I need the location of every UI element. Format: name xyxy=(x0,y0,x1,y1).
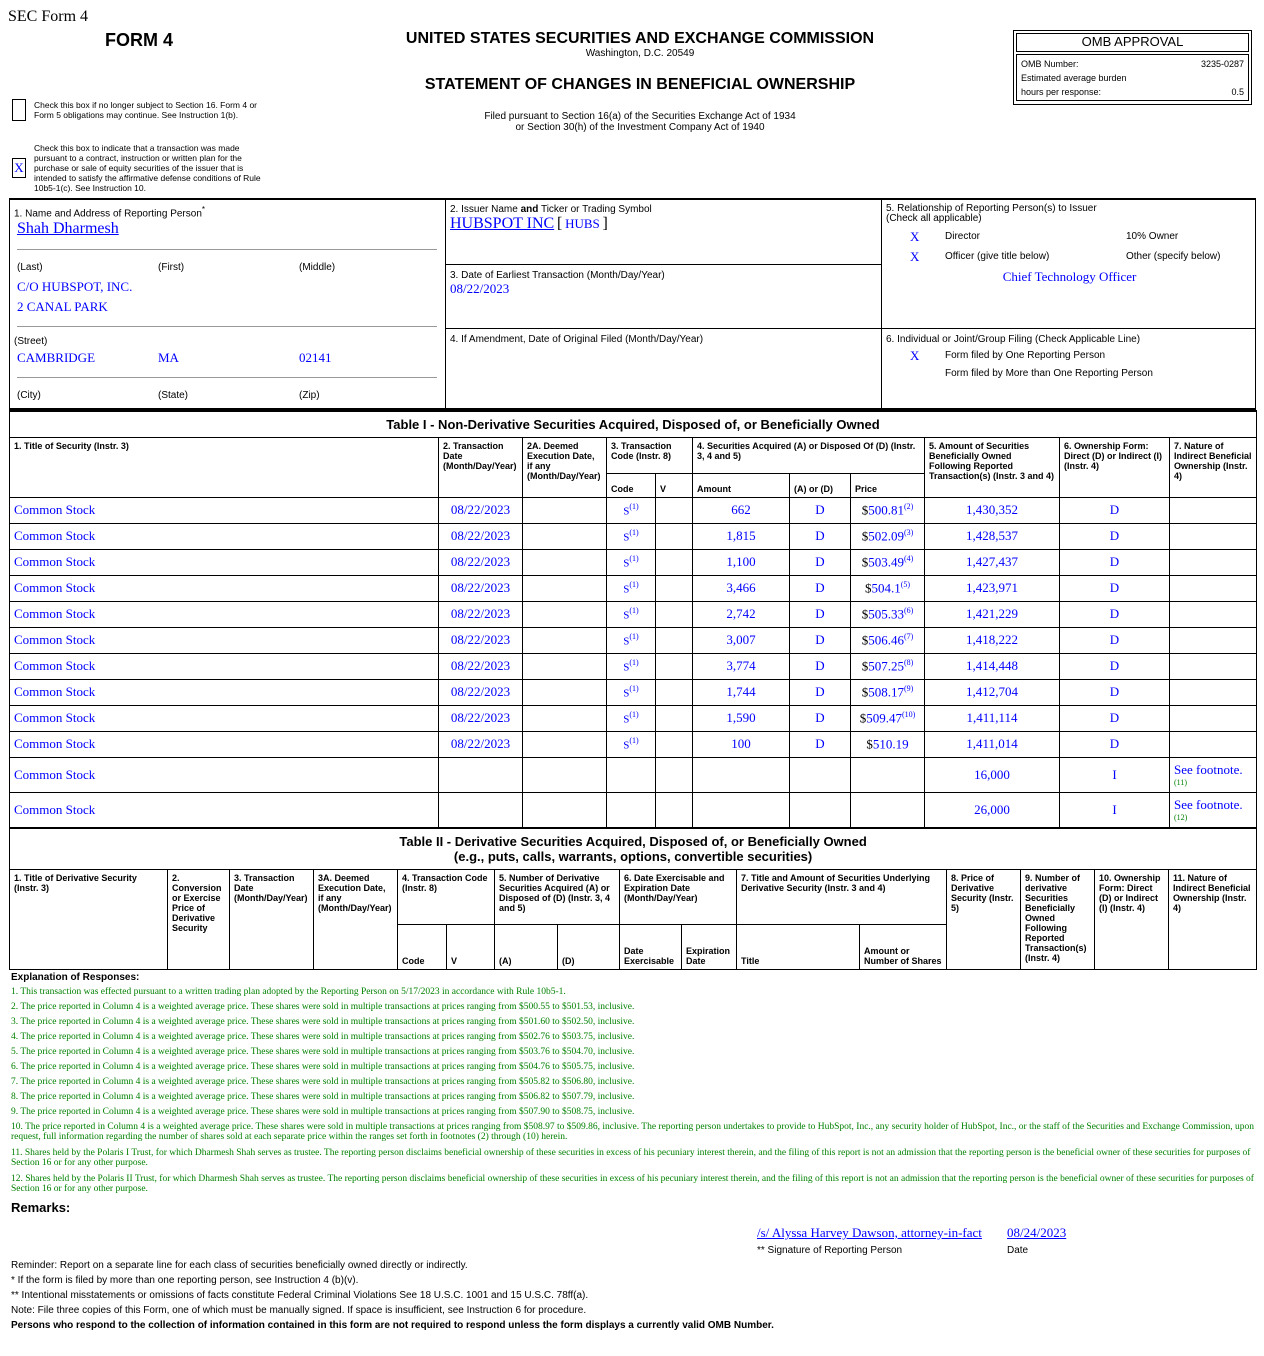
ownership-form: D xyxy=(1109,736,1120,751)
security-title: Common Stock xyxy=(14,766,96,782)
ticker-symbol: HUBS xyxy=(565,216,600,231)
more-persons-label: Form filed by More than One Reporting Person xyxy=(945,368,1153,379)
rule10b5-checkbox[interactable] xyxy=(12,158,26,178)
transaction-code: S xyxy=(623,635,630,648)
col-v: V xyxy=(656,473,693,497)
first-label: (First) xyxy=(158,262,185,273)
transaction-date: 08/22/2023 xyxy=(450,710,511,725)
t2-col-underlying: 7. Title and Amount of Securities Underlying Derivative Security (Instr. 3 and 4) xyxy=(737,869,947,924)
acquired-disposed: D xyxy=(815,580,825,595)
table2-subtitle: (e.g., puts, calls, warrants, options, convertible securities) xyxy=(453,848,813,864)
box5-relationship xyxy=(881,198,1256,329)
amount-owned: 1,430,352 xyxy=(966,502,1018,517)
box4-label: 4. If Amendment, Date of Original Filed (Month/Day/Year) xyxy=(450,334,704,345)
omb-title: OMB APPROVAL xyxy=(1016,33,1249,52)
transaction-code: S xyxy=(623,661,630,674)
col-transaction-date: 2. Transaction Date (Month/Day/Year) xyxy=(439,437,523,497)
box1-label: 1. Name and Address of Reporting Person xyxy=(14,208,202,220)
transaction-date: 08/22/2023 xyxy=(450,606,511,621)
footnote-10: 10. The price reported in Column 4 is a weighted average price. These shares were sold in multiple transactions at prices ranging from $508.97 to $509.86, inclusive. The reporting person undertakes to provide to HubSpot, Inc., any security holder of HubSpot, Inc., or the staff of the Securities and Exchange Commission, upon request, full information regarding the number of shares sold at each separate price within the ranges set forth in footnotes (2) through (10) herein. xyxy=(11,1122,1254,1142)
footnote-9: 9. The price reported in Column 4 is a weighted average price. These shares were sold in multiple transactions at prices ranging from $507.90 to $508.75, inclusive. xyxy=(11,1107,635,1117)
table2-title: Table II - Derivative Securities Acquired, Disposed of, or Beneficially Owned xyxy=(399,833,867,849)
transaction-date: 08/22/2023 xyxy=(450,632,511,647)
footnote-7: 7. The price reported in Column 4 is a weighted average price. These shares were sold in multiple transactions at prices ranging from $505.82 to $506.80, inclusive. xyxy=(11,1077,635,1087)
footer-omb-notice: Persons who respond to the collection of information contained in this form are not required to respond unless the form displays a currently valid OMB Number. xyxy=(11,1320,774,1331)
price-footnote[interactable]: (7) xyxy=(903,631,914,641)
box1-reporting-person: 1. Name and Address of Reporting Person* Shah Dharmesh (Last) (First) (Middle) C/O HUBSPOT, INC. 2 CANAL PARK (Street) CAMBRIDGE MA 02141 (City) (State) (Zip) xyxy=(9,198,446,410)
t2-col-form: 10. Ownership Form: Direct (D) or Indirect (I) (Instr. 4) xyxy=(1095,869,1169,969)
zip-label: (Zip) xyxy=(299,390,320,401)
commission-name: UNITED STATES SECURITIES AND EXCHANGE COMMISSION xyxy=(405,30,875,47)
t2-sub-title: Title xyxy=(737,924,860,969)
table1-row: Common Stock 08/22/2023 $S^{(1)}$ 3,774 D $507.25$^{(8)}$ 1,414,448 D xyxy=(10,653,1257,679)
price-footnote[interactable]: (6) xyxy=(903,605,914,615)
code-footnote[interactable]: (1) xyxy=(629,553,639,563)
acquired-disposed: D xyxy=(815,710,825,725)
code-footnote[interactable]: (1) xyxy=(629,657,639,667)
omb-number: 3235-0287 xyxy=(1200,59,1244,69)
amount: 3,774 xyxy=(726,658,756,673)
nature-footnote-ref: (11) xyxy=(1174,778,1188,787)
price: 505.33 xyxy=(868,606,904,622)
transaction-date: 08/22/2023 xyxy=(450,684,511,699)
footnote-4: 4. The price reported in Column 4 is a weighted average price. These shares were sold in multiple transactions at prices ranging from $502.76 to $503.75, inclusive. xyxy=(11,1032,635,1042)
footnote-11: 11. Shares held by the Polaris I Trust, for which Dharmesh Shah serves as trustee. The reporting person disclaims beneficial ownership of these securities in excess of his pecuniary interest therein, and the filing of this report is not an admission that the reporting person is the beneficial owner of these securities for purposes of Section 16 or for any other purpose. xyxy=(11,1148,1251,1168)
amount: 1,100 xyxy=(726,554,756,569)
security-title: Common Stock xyxy=(14,528,96,543)
box2-label: 2. Issuer Name and Ticker or Trading Symbol xyxy=(450,204,652,215)
amount: 2,742 xyxy=(726,606,756,621)
ownership-form: D xyxy=(1109,632,1120,647)
ownership-form: D xyxy=(1109,502,1120,517)
amount: 1,744 xyxy=(726,684,756,699)
director-label: Director xyxy=(945,231,981,242)
director-check[interactable]: X xyxy=(910,229,920,244)
transaction-date: 08/22/2023 xyxy=(450,736,511,751)
ownership-form: I xyxy=(1112,766,1117,782)
rule10b5-check-mark: X xyxy=(14,160,24,175)
t2-col-number: 5. Number of Derivative Securities Acquired (A) or Disposed of (D) (Instr. 3, 4 and 5) xyxy=(495,869,620,924)
transaction-code: S xyxy=(623,557,630,570)
price-footnote[interactable]: (5) xyxy=(900,579,911,589)
one-person-label: Form filed by One Reporting Person xyxy=(945,350,1106,361)
issuer-link[interactable]: HUBSPOT INC xyxy=(450,215,555,232)
security-title: Common Stock xyxy=(14,658,96,673)
footnote-3: 3. The price reported in Column 4 is a weighted average price. These shares were sold in multiple transactions at prices ranging from $501.60 to $502.50, inclusive. xyxy=(11,1017,635,1027)
box6-label: 6. Individual or Joint/Group Filing (Check Applicable Line) xyxy=(886,334,1141,345)
table2-derivative xyxy=(9,827,1257,970)
price-footnote[interactable]: (10) xyxy=(901,709,916,719)
earliest-transaction-date: 08/22/2023 xyxy=(450,281,510,296)
footnote-12: 12. Shares held by the Polaris II Trust, for which Dharmesh Shah serves as trustee. The reporting person disclaims beneficial ownership of these securities in excess of his pecuniary interest therein, and the filing of this report is not an admission that the reporting person is the beneficial owner of these securities for purposes of Section 16 or for any other purpose. xyxy=(11,1174,1254,1194)
col-a-or-d: (A) or (D) xyxy=(790,473,851,497)
rule10b5-text: Check this box to indicate that a transaction was made pursuant to a contract, instruction or written plan for the purchase or sale of equity securities of the issuer that is intended to satisfy the affirmative defense conditions of Rule 10b5-1(c). See Instruction 10. xyxy=(34,143,261,193)
t2-col-exercisable: 6. Date Exercisable and Expiration Date (Month/Day/Year) xyxy=(620,869,737,924)
transaction-date: 08/22/2023 xyxy=(450,580,511,595)
price: 510.19 xyxy=(872,736,909,752)
footnote-5: 5. The price reported in Column 4 is a weighted average price. These shares were sold in multiple transactions at prices ranging from $503.76 to $504.70, inclusive. xyxy=(11,1047,635,1057)
code-footnote[interactable]: (1) xyxy=(629,579,639,589)
amount: 662 xyxy=(731,502,751,517)
t2-col-nature: 11. Nature of Indirect Beneficial Ownership (Instr. 4) xyxy=(1169,869,1257,969)
price-footnote[interactable]: (8) xyxy=(903,657,914,667)
explanation-title: Explanation of Responses: xyxy=(11,972,140,983)
amount: 100 xyxy=(731,736,751,751)
amount-owned: 1,414,448 xyxy=(966,658,1018,673)
table1-row xyxy=(10,792,1257,827)
filed-pursuant-1: Filed pursuant to Section 16(a) of the Securities Exchange Act of 1934 xyxy=(484,111,796,122)
footer-reminder: Reminder: Report on a separate line for each class of securities beneficially owned directly or indirectly. xyxy=(11,1260,468,1271)
table1-row: Common Stock 08/22/2023 $S^{(1)}$ 100 D $510.19 1,411,014 D xyxy=(10,731,1257,757)
table1-row: Common Stock 08/22/2023 $S^{(1)}$ 662 D $500.81$^{(2)}$ 1,430,352 D xyxy=(10,497,1257,523)
amount-owned: 1,411,014 xyxy=(966,736,1018,751)
commission-block xyxy=(340,30,940,133)
amount-owned: 1,423,971 xyxy=(966,580,1018,595)
code-footnote[interactable]: (1) xyxy=(629,683,639,693)
amount-owned: 1,421,229 xyxy=(966,606,1018,621)
security-title: Common Stock xyxy=(14,684,96,699)
address-line-1: C/O HUBSPOT, INC. xyxy=(17,279,133,294)
amount: 1,590 xyxy=(726,710,756,725)
box6-filing xyxy=(881,328,1256,410)
omb-approval-box xyxy=(1013,30,1252,105)
col-code: Code xyxy=(607,473,656,497)
officer-title: Chief Technology Officer xyxy=(1002,269,1137,284)
t2-sub-exercisable: Date Exercisable xyxy=(620,924,682,969)
table1-row: Common Stock 08/22/2023 $S^{(1)}$ 1,590 D $509.47$^{(10)}$ 1,411,114 D xyxy=(10,705,1257,731)
transaction-code: S xyxy=(623,609,630,622)
footnote-8: 8. The price reported in Column 4 is a weighted average price. These shares were sold in multiple transactions at prices ranging from $506.82 to $507.79, inclusive. xyxy=(11,1092,635,1102)
table1-non-derivative xyxy=(9,410,1257,828)
other-label: Other (specify below) xyxy=(1126,251,1221,262)
nature-footnote-link[interactable]: See footnote. xyxy=(1174,762,1243,777)
security-title: Common Stock xyxy=(14,606,96,621)
security-title: Common Stock xyxy=(14,801,96,817)
ownership-form: D xyxy=(1109,658,1120,673)
footnote-6: 6. The price reported in Column 4 is a weighted average price. These shares were sold in multiple transactions at prices ranging from $504.76 to $505.75, inclusive. xyxy=(11,1062,635,1072)
col-ownership-form: 6. Ownership Form: Direct (D) or Indirect (I) (Instr. 4) xyxy=(1060,437,1170,497)
transaction-code: S xyxy=(623,531,630,544)
signature-label: ** Signature of Reporting Person xyxy=(757,1245,903,1256)
table1-row: Common Stock 08/22/2023 $S^{(1)}$ 1,815 D $502.09$^{(3)}$ 1,428,537 D xyxy=(10,523,1257,549)
acquired-disposed: D xyxy=(815,528,825,543)
col-nature: 7. Nature of Indirect Beneficial Ownership (Instr. 4) xyxy=(1170,437,1257,497)
omb-burden-label: Estimated average burden xyxy=(1021,73,1127,83)
t2-sub-v: V xyxy=(447,924,495,969)
t2-col-price: 8. Price of Derivative Security (Instr. 5) xyxy=(947,869,1021,969)
amount-owned: 1,412,704 xyxy=(966,684,1018,699)
amount-owned: 1,411,114 xyxy=(966,710,1018,725)
state-value: MA xyxy=(158,350,179,365)
code-footnote[interactable]: (1) xyxy=(629,527,639,537)
t2-sub-expiration: Expiration Date xyxy=(682,924,737,969)
ownership-form: D xyxy=(1109,710,1120,725)
acquired-disposed: D xyxy=(815,736,825,751)
transaction-date: 08/22/2023 xyxy=(450,528,511,543)
transaction-code: S xyxy=(623,713,630,726)
amount-owned: 1,427,437 xyxy=(966,554,1018,569)
section16-checkbox[interactable] xyxy=(12,99,26,121)
footnote-2: 2. The price reported in Column 4 is a weighted average price. These shares were sold in multiple transactions at prices ranging from $500.55 to $501.53, inclusive. xyxy=(11,1002,635,1012)
ownership-form: D xyxy=(1109,528,1120,543)
t2-col-code: 4. Transaction Code (Instr. 8) xyxy=(398,869,495,924)
footer-note-1: * If the form is filed by more than one reporting person, see Instruction 4 (b)(v). xyxy=(11,1275,359,1286)
table1-row: Common Stock 08/22/2023 $S^{(1)}$ 3,007 D $506.46$^{(7)}$ 1,418,222 D xyxy=(10,627,1257,653)
col-amount: Amount xyxy=(693,473,790,497)
amount: 3,007 xyxy=(726,632,756,647)
acquired-disposed: D xyxy=(815,658,825,673)
price-footnote[interactable]: (2) xyxy=(903,501,914,511)
table1-row: Common Stock 08/22/2023 $S^{(1)}$ 3,466 D $504.1$^{(5)}$ 1,423,971 D xyxy=(10,575,1257,601)
transaction-date: 08/22/2023 xyxy=(450,658,511,673)
box2-issuer: 2. Issuer Name and Ticker or Trading Symbol HUBSPOT INC [ HUBS ] xyxy=(445,198,882,265)
price-footnote[interactable]: (9) xyxy=(903,683,914,693)
t2-col-owned: 9. Number of derivative Securities Beneficially Owned Following Reported Transaction(s) (Instr. 4) xyxy=(1021,869,1095,969)
col-title-security: 1. Title of Security (Instr. 3) xyxy=(10,437,439,497)
security-title: Common Stock xyxy=(14,580,96,595)
acquired-disposed: D xyxy=(815,684,825,699)
filed-pursuant-2: or Section 30(h) of the Investment Company Act of 1940 xyxy=(515,122,765,133)
box3-earliest-date xyxy=(445,264,882,329)
ownership-form: D xyxy=(1109,606,1120,621)
security-title: Common Stock xyxy=(14,554,96,569)
officer-check[interactable]: X xyxy=(910,249,920,264)
table1-row: Common Stock 08/22/2023 $S^{(1)}$ 1,100 D $503.49$^{(4)}$ 1,427,437 D xyxy=(10,549,1257,575)
t2-sub-code: Code xyxy=(398,924,447,969)
price: 502.09 xyxy=(868,528,904,544)
col-securities-acquired: 4. Securities Acquired (A) or Disposed Of (D) (Instr. 3, 4 and 5) xyxy=(693,437,925,473)
acquired-disposed: D xyxy=(815,502,825,517)
reporting-person-link[interactable]: Shah Dharmesh xyxy=(17,220,119,237)
security-title: Common Stock xyxy=(14,736,96,751)
nature-footnote-link[interactable]: See footnote. xyxy=(1174,797,1243,812)
nature-footnote-ref: (12) xyxy=(1174,813,1188,822)
ownership-form: D xyxy=(1109,684,1120,699)
omb-hours: 0.5 xyxy=(1231,87,1244,97)
footer-note-3: Note: File three copies of this Form, one of which must be manually signed. If space is insufficient, see Instruction 6 for procedure. xyxy=(11,1305,587,1316)
owner10-label: 10% Owner xyxy=(1126,231,1179,242)
price: 504.1 xyxy=(871,580,901,596)
one-person-check[interactable]: X xyxy=(910,348,920,363)
amount-owned: 1,428,537 xyxy=(966,528,1018,543)
ownership-form: D xyxy=(1109,554,1120,569)
security-title: Common Stock xyxy=(14,632,96,647)
table1-row: Common Stock 08/22/2023 $S^{(1)}$ 1,744 D $508.17$^{(9)}$ 1,412,704 D xyxy=(10,679,1257,705)
signature-link[interactable]: /s/ Alyssa Harvey Dawson, attorney-in-fact xyxy=(757,1225,982,1240)
middle-label: (Middle) xyxy=(299,262,336,273)
city-label: (City) xyxy=(17,390,41,401)
zip-value: 02141 xyxy=(299,350,332,365)
address-line-2: 2 CANAL PARK xyxy=(17,299,108,314)
last-label: (Last) xyxy=(17,262,43,273)
t2-sub-d: (D) xyxy=(558,924,620,969)
t2-col-date: 3. Transaction Date (Month/Day/Year) xyxy=(230,869,314,969)
amount-owned: 1,418,222 xyxy=(966,632,1018,647)
omb-hours-label: hours per response: xyxy=(1021,87,1102,97)
box3-label: 3. Date of Earliest Transaction (Month/Day/Year) xyxy=(450,270,665,281)
amount-owned: 26,000 xyxy=(974,801,1010,817)
footnote-1: 1. This transaction was effected pursuant to a written trading plan adopted by the Reporting Person on 5/17/2023 in accordance with Rule 10b5-1. xyxy=(11,987,566,997)
col-amount-owned: 5. Amount of Securities Beneficially Owned Following Reported Transaction(s) (Instr. 3 and 4) xyxy=(925,437,1060,497)
footer-note-2: ** Intentional misstatements or omissions of facts constitute Federal Criminal Violations See 18 U.S.C. 1001 and 15 U.S.C. 78ff(a). xyxy=(11,1290,589,1301)
box5-label: 5. Relationship of Reporting Person(s) to Issuer xyxy=(886,203,1097,214)
code-footnote[interactable]: (1) xyxy=(629,709,639,719)
col-deemed-date: 2A. Deemed Execution Date, if any (Month/Day/Year) xyxy=(523,437,607,497)
t2-col-title: 1. Title of Derivative Security (Instr. 3) xyxy=(10,869,168,969)
state-label: (State) xyxy=(158,390,189,401)
t2-sub-amount: Amount or Number of Shares xyxy=(860,924,947,969)
price: 509.47 xyxy=(866,710,902,726)
acquired-disposed: D xyxy=(815,606,825,621)
remarks-label: Remarks: xyxy=(11,1200,71,1215)
price: 506.46 xyxy=(868,632,904,648)
price-footnote[interactable]: (4) xyxy=(903,553,914,563)
price: 507.25 xyxy=(868,658,904,674)
box5-sublabel: (Check all applicable) xyxy=(886,213,982,224)
date-label: Date xyxy=(1007,1245,1029,1256)
transaction-code: S xyxy=(623,739,630,752)
amount-owned: 16,000 xyxy=(974,766,1010,782)
t2-col-deemed: 3A. Deemed Execution Date, if any (Month/Day/Year) xyxy=(314,869,398,969)
commission-city: Washington, D.C. 20549 xyxy=(585,48,695,59)
city-value: CAMBRIDGE xyxy=(17,350,96,365)
signature-date[interactable]: 08/24/2023 xyxy=(1007,1225,1067,1240)
code-footnote[interactable]: (1) xyxy=(629,605,639,615)
table1-row: Common Stock 08/22/2023 $S^{(1)}$ 2,742 D $505.33$^{(6)}$ 1,421,229 D xyxy=(10,601,1257,627)
sec-form-label: SEC Form 4 xyxy=(8,8,89,25)
col-price: Price xyxy=(851,473,925,497)
transaction-date: 08/22/2023 xyxy=(450,502,511,517)
code-footnote[interactable]: (1) xyxy=(629,501,639,511)
table1-title: Table I - Non-Derivative Securities Acquired, Disposed of, or Beneficially Owned xyxy=(10,411,1257,437)
t2-sub-a: (A) xyxy=(495,924,558,969)
transaction-code: S xyxy=(623,687,630,700)
ownership-form: D xyxy=(1109,580,1120,595)
transaction-code: S xyxy=(623,583,630,596)
officer-label: Officer (give title below) xyxy=(945,251,1050,262)
price: 500.81 xyxy=(868,502,904,518)
amount: 3,466 xyxy=(726,580,756,595)
statement-title: STATEMENT OF CHANGES IN BENEFICIAL OWNERSHIP xyxy=(424,76,856,93)
transaction-code: S xyxy=(623,505,630,518)
acquired-disposed: D xyxy=(815,554,825,569)
section16-text: Check this box if no longer subject to Section 16. Form 4 or Form 5 obligations may continue. See Instruction 1(b). xyxy=(34,100,258,120)
transaction-date: 08/22/2023 xyxy=(450,554,511,569)
box4-amendment xyxy=(445,328,882,410)
ownership-form: I xyxy=(1112,801,1117,817)
price: 503.49 xyxy=(868,554,904,570)
price: 508.17 xyxy=(868,684,904,700)
security-title: Common Stock xyxy=(14,502,96,517)
code-footnote[interactable]: (1) xyxy=(629,631,639,641)
street-label: (Street) xyxy=(14,336,48,347)
t2-col-conversion: 2. Conversion or Exercise Price of Derivative Security xyxy=(168,869,230,969)
price-footnote[interactable]: (3) xyxy=(903,527,914,537)
amount: 1,815 xyxy=(726,528,756,543)
security-title: Common Stock xyxy=(14,710,96,725)
col-transaction-code: 3. Transaction Code (Instr. 8) xyxy=(607,437,693,473)
acquired-disposed: D xyxy=(815,632,825,647)
form-title: FORM 4 xyxy=(105,30,174,50)
code-footnote[interactable]: (1) xyxy=(629,735,639,745)
omb-number-label: OMB Number: xyxy=(1021,59,1079,69)
table1-row xyxy=(10,757,1257,792)
